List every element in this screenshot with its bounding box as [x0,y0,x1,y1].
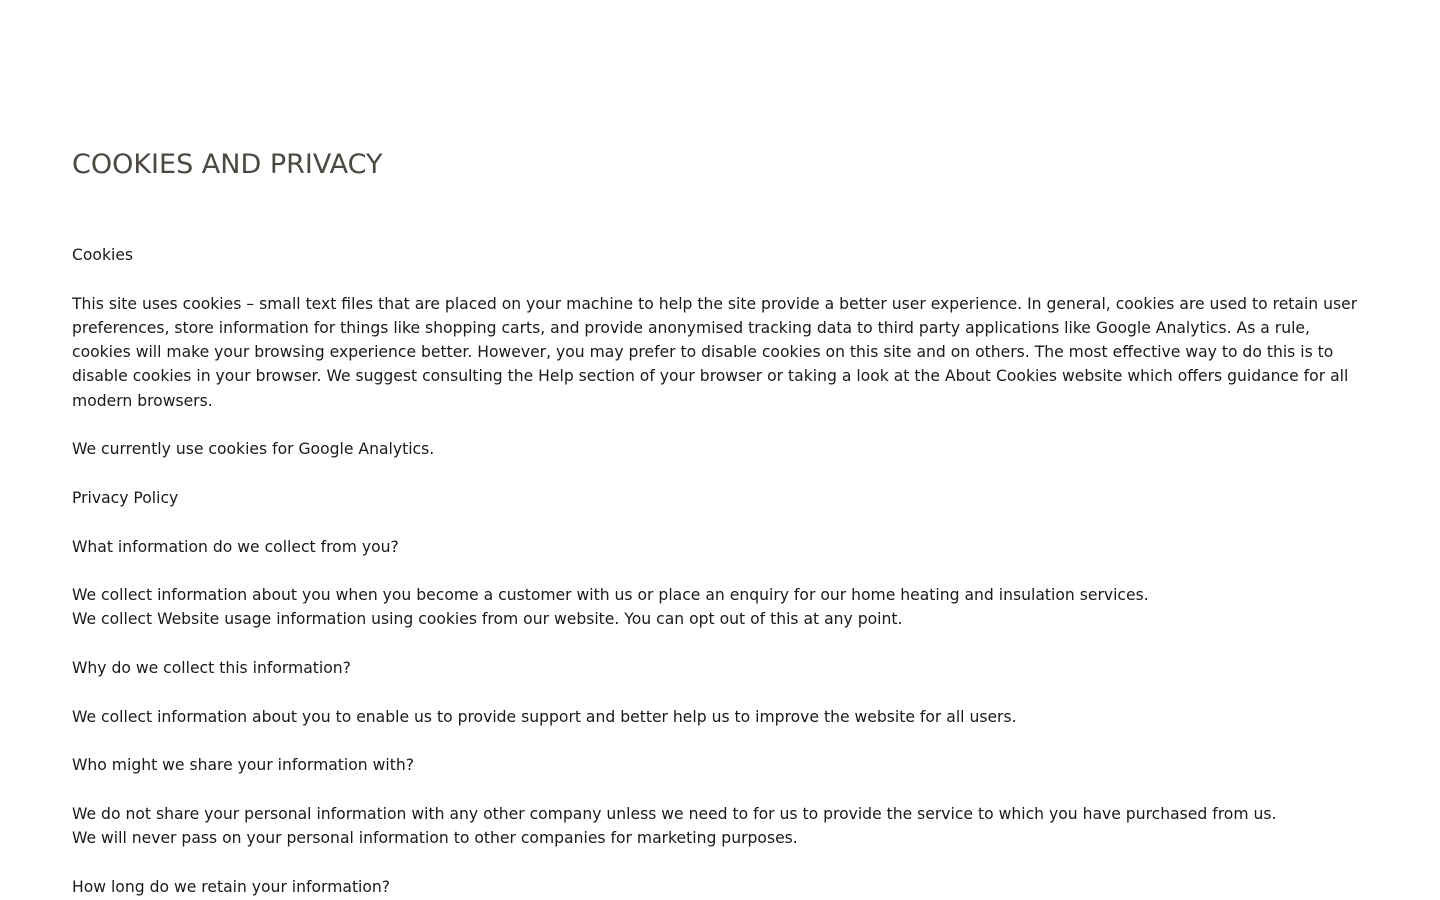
answer-share-line-2: We will never pass on your personal information to other companies for marketing purposes. [72,829,798,848]
answer-collect [72,583,1362,632]
cookies-heading: Cookies [72,246,134,264]
cookies-current-usage: We currently use cookies for Google Analytics. [72,440,435,459]
main-content [72,148,1362,900]
answer-collect-line-2: We collect Website usage information using cookies from our website. You can opt out of this at any point. [72,610,903,629]
page-title: COOKIES AND PRIVACY [72,149,383,180]
question-retain: How long do we retain your information? [72,877,391,896]
answer-collect-line-1: We collect information about you when you become a customer with us or place an enquiry for our home heating and insulation services. [72,586,1149,605]
answer-share [72,802,1362,851]
question-share: Who might we share your information with? [72,756,414,775]
question-why: Why do we collect this information? [72,659,351,678]
privacy-policy-heading: Privacy Policy [72,488,179,507]
cookies-body: This site uses cookies – small text files that are placed on your machine to help the site provide a better user experience. In general, cookies are used to retain user preferences, store information for things like shopping carts, and provide anonymised tracking data to third party applications like Google Analytics. As a rule, cookies will make your browsing experience better. However, you may prefer to disable cookies on this site and on others. The most effective way to do this is to disable cookies in your browser. We suggest consulting the Help section of your browser or taking a look at the About Cookies website which offers guidance for all modern browsers. [72,294,1358,410]
answer-why: We collect information about you to enable us to provide support and better help us to improve the website for all users. [72,707,1017,726]
answer-share-line-1: We do not share your personal information with any other company unless we need to for us to provide the service to which you have purchased from us. [72,804,1277,823]
question-collect: What information do we collect from you? [72,537,399,556]
